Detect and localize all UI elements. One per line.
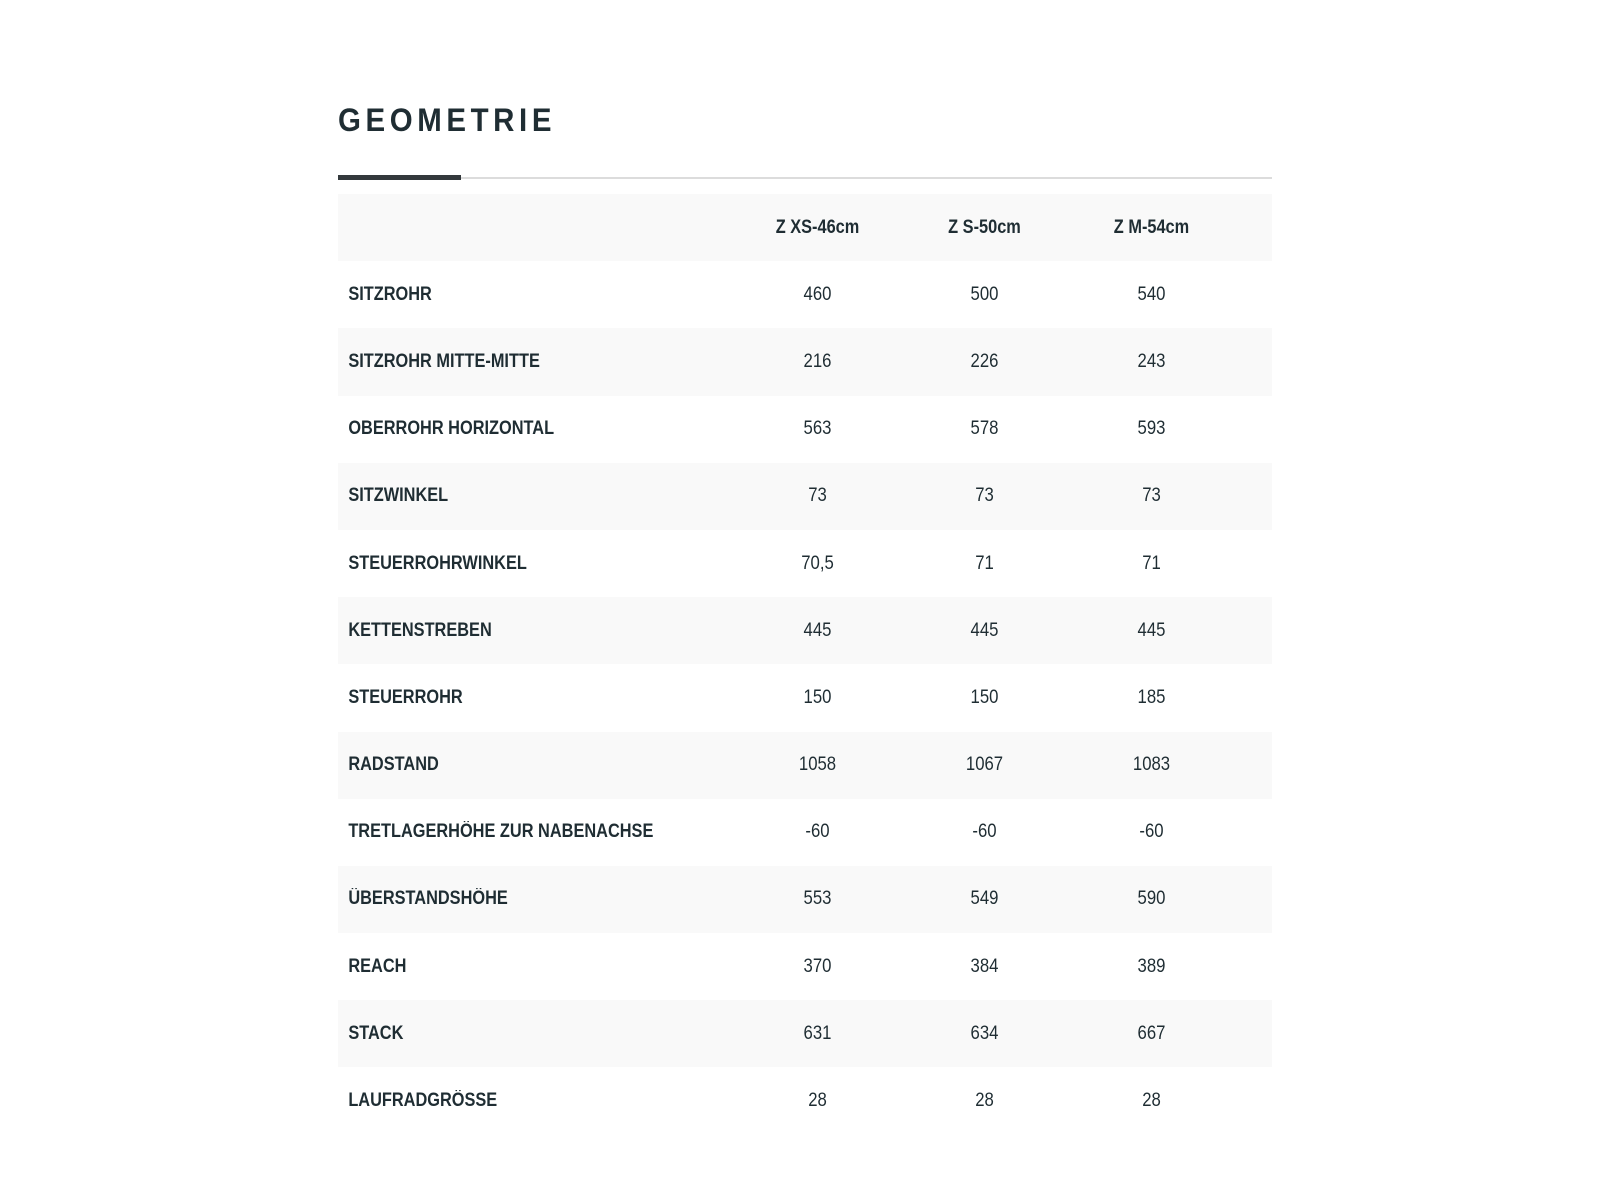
table-cell: 667 xyxy=(1137,1022,1166,1044)
table-cell: 1067 xyxy=(965,754,1004,776)
table-row xyxy=(338,530,1272,597)
table-cell: 28 xyxy=(975,1090,994,1112)
geometry-table xyxy=(338,194,1272,1135)
table-cell: 460 xyxy=(803,283,832,305)
column-header: Z M-54cm xyxy=(1113,216,1190,238)
table-cell: 150 xyxy=(970,686,999,708)
row-label: OBERROHR HORIZONTAL xyxy=(348,418,555,440)
table-cell: 549 xyxy=(970,888,999,910)
table-cell: -60 xyxy=(1139,821,1164,843)
table-cell: 1058 xyxy=(798,754,837,776)
table-cell: 593 xyxy=(1137,418,1166,440)
table-row xyxy=(338,1000,1272,1067)
section-title: GEOMETRIE xyxy=(338,102,557,138)
table-cell: 563 xyxy=(803,418,832,440)
row-label: RADSTAND xyxy=(348,754,439,776)
table-cell: 73 xyxy=(975,485,994,507)
table-cell: 71 xyxy=(975,552,994,574)
table-cell: 631 xyxy=(803,1022,832,1044)
table-cell: 389 xyxy=(1137,955,1166,977)
table-cell: -60 xyxy=(972,821,997,843)
table-row xyxy=(338,866,1272,933)
table-row xyxy=(338,328,1272,395)
table-cell: 243 xyxy=(1137,350,1166,372)
row-label: SITZROHR MITTE-MITTE xyxy=(348,350,540,372)
divider-accent xyxy=(338,175,461,180)
table-cell: 73 xyxy=(808,485,827,507)
table-cell: 540 xyxy=(1137,283,1166,305)
table-row xyxy=(338,1067,1272,1134)
table-cell: 73 xyxy=(1142,485,1161,507)
table-row xyxy=(338,396,1272,463)
row-label: LAUFRADGRÖSSE xyxy=(348,1090,498,1112)
table-row xyxy=(338,597,1272,664)
table-cell: 384 xyxy=(970,955,999,977)
table-cell: 445 xyxy=(803,619,832,641)
table-cell: 28 xyxy=(808,1090,827,1112)
table-cell: 445 xyxy=(970,619,999,641)
table-cell: 553 xyxy=(803,888,832,910)
table-row xyxy=(338,664,1272,731)
table-cell: 226 xyxy=(970,350,999,372)
row-label: TRETLAGERHÖHE ZUR NABENACHSE xyxy=(348,821,654,843)
table-cell: -60 xyxy=(805,821,830,843)
row-label: STEUERROHRWINKEL xyxy=(348,552,527,574)
table-row xyxy=(338,463,1272,530)
row-label: SITZROHR xyxy=(348,283,432,305)
row-label: KETTENSTREBEN xyxy=(348,619,492,641)
table-cell: 70,5 xyxy=(801,552,834,574)
table-row xyxy=(338,933,1272,1000)
table-cell: 185 xyxy=(1137,686,1166,708)
table-row xyxy=(338,261,1272,328)
column-header: Z XS-46cm xyxy=(775,216,860,238)
table-cell: 634 xyxy=(970,1022,999,1044)
divider-line xyxy=(338,177,1272,179)
column-header: Z S-50cm xyxy=(948,216,1021,238)
table-cell: 500 xyxy=(970,283,999,305)
table-cell: 445 xyxy=(1137,619,1166,641)
table-header-row xyxy=(338,194,1272,261)
table-cell: 1083 xyxy=(1132,754,1171,776)
table-cell: 578 xyxy=(970,418,999,440)
table-cell: 370 xyxy=(803,955,832,977)
row-label: ÜBERSTANDSHÖHE xyxy=(348,888,508,910)
table-cell: 590 xyxy=(1137,888,1166,910)
table-row xyxy=(338,732,1272,799)
row-label: STACK xyxy=(348,1022,404,1044)
row-label: STEUERROHR xyxy=(348,686,463,708)
table-cell: 71 xyxy=(1142,552,1161,574)
table-cell: 150 xyxy=(803,686,832,708)
table-cell: 28 xyxy=(1142,1090,1161,1112)
table-row xyxy=(338,799,1272,866)
row-label: SITZWINKEL xyxy=(348,485,449,507)
table-cell: 216 xyxy=(803,350,832,372)
title-divider xyxy=(338,174,1272,182)
row-label: REACH xyxy=(348,955,407,977)
geometry-section xyxy=(338,96,1272,1135)
